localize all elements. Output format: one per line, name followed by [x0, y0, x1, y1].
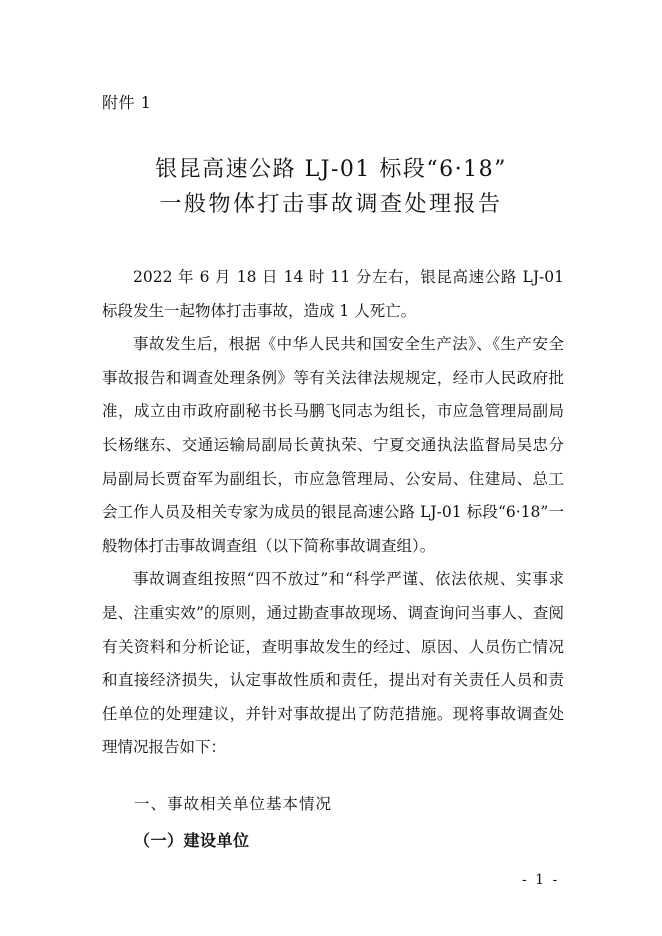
report-title-line-1: 银昆高速公路 LJ-01 标段“6·18” — [155, 157, 507, 182]
subsection-heading: （一）建设单位 — [134, 831, 250, 850]
attachment-label: 附件 1 — [102, 93, 152, 112]
page-number: - 1 - — [522, 872, 560, 888]
paragraph-investigation-principles: 事故调查组按照“四不放过”和“科学严谨、依法依规、实事求是、注重实效”的原则，通过勘查事故现场、调查询问当事人、查阅有关资料和分析论证，查明事故发生的经过、原因、人员伤亡情况和直接经济损失，认定事故性质和责任，提出对有关责任人员和责任单位的处理建议，并针对事故提出了防范措施。现将事故调查处理情况报告如下： — [102, 570, 564, 757]
report-title-line-2: 一般物体打击事故调查处理报告 — [159, 192, 503, 217]
paragraph-investigation-team: 事故发生后，根据《中华人民共和国安全生产法》、《生产安全事故报告和调查处理条例》等有关法律法规规定，经市人民政府批准，成立由市政府副秘书长马鹏飞同志为组长，市应急管理局副局长杨继东、交通运输局副局长黄执荣、宁夏交通执法监督局吴忠分局副局长贾奋军为副组长，市应急管理局、公安局、住建局、总工会工作人员及相关专家为成员的银昆高速公路 LJ-01 标段“6·18”一般物体打击事故调查组（以下简称事故调查组）。 — [102, 335, 564, 555]
paragraph-incident-summary: 2022 年 6 月 18 日 14 时 11 分左右，银昆高速公路 LJ-01 标段发生一起物体打击事故，造成 1 人死亡。 — [102, 268, 564, 320]
report-body — [102, 261, 564, 765]
section-heading: 一、事故相关单位基本情况 — [134, 795, 333, 813]
